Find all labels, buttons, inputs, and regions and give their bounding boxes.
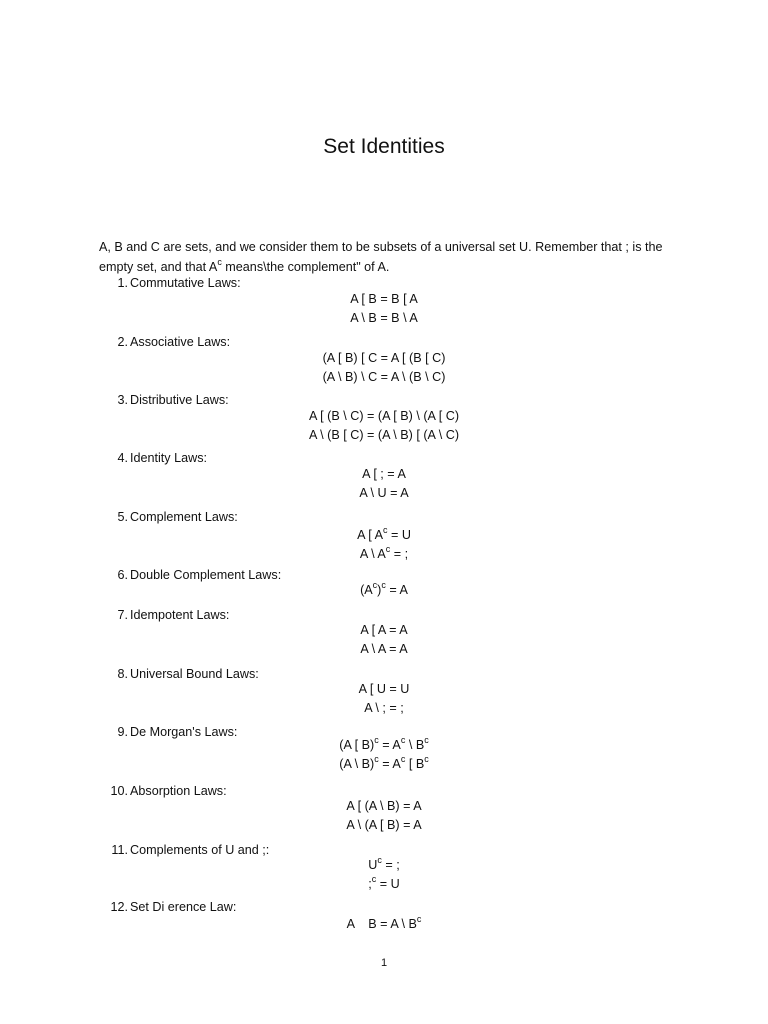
- law-title: Set Di erence Law:: [130, 900, 237, 914]
- equation-superscript: c: [400, 754, 406, 764]
- law-title: Double Complement Laws:: [130, 568, 282, 582]
- law-number: 7.: [117, 608, 128, 622]
- law-equation: [0, 465, 768, 483]
- equation-superscript: c: [382, 525, 388, 535]
- law-title: Absorption Laws:: [130, 784, 227, 798]
- equation-superscript: c: [374, 735, 379, 745]
- equation-text: A \ B = B \ A: [350, 311, 418, 325]
- equation-text: ): [377, 583, 382, 597]
- equation-text: A \ (A [ B) = A: [346, 818, 422, 832]
- law-number: 10.: [110, 784, 128, 798]
- equation-text: A [ A = A: [360, 623, 408, 637]
- equation-text: (A \ B) \ C = A \ (B \ C): [322, 370, 446, 384]
- equation-superscript: c: [372, 580, 378, 590]
- law-equation: [0, 915, 768, 933]
- law-number: 1.: [117, 276, 128, 290]
- intro-paragraph: [99, 237, 669, 277]
- law-equation: [0, 755, 768, 773]
- law-number: 4.: [117, 451, 128, 465]
- equation-superscript: c: [371, 874, 377, 884]
- equation-text: = A: [385, 583, 408, 597]
- law-equation: [0, 581, 768, 599]
- law-equation: [0, 875, 768, 893]
- equation-superscript: c: [377, 855, 382, 865]
- law-title: Distributive Laws:: [130, 393, 229, 407]
- equation-text: A [ B = B [ A: [350, 292, 418, 306]
- law-equation: [0, 797, 768, 815]
- equation-superscript: c: [416, 914, 422, 924]
- law-number: 8.: [117, 667, 128, 681]
- law-equation: [0, 736, 768, 754]
- law-equation: [0, 526, 768, 544]
- law-equation: [0, 621, 768, 639]
- law-equation: [0, 856, 768, 874]
- equation-text: A \ ; = ;: [364, 701, 404, 715]
- equation-text: A \ A: [359, 547, 386, 561]
- law-number: 2.: [117, 335, 128, 349]
- equation-text: A \ (B [ C) = (A \ B) [ (A \ C): [308, 428, 460, 442]
- law-number: 5.: [117, 510, 128, 524]
- law-equation: [0, 309, 768, 327]
- equation-text: \ B: [405, 738, 425, 752]
- intro-text-1: A, B and C are sets, and we consider them to be subsets of a universal set U. Remember that ; is the empty set, and that A: [99, 240, 663, 274]
- law-equation: [0, 680, 768, 698]
- law-equation: [0, 407, 768, 425]
- equation-text: A [ U = U: [358, 682, 410, 696]
- law-title: Identity Laws:: [130, 451, 208, 465]
- law-number: 12.: [110, 900, 128, 914]
- law-equation: [0, 484, 768, 502]
- equation-text: = ;: [390, 547, 409, 561]
- law-equation: [0, 699, 768, 717]
- law-equation: [0, 290, 768, 308]
- equation-superscript: c: [424, 735, 429, 745]
- equation-text: = U: [376, 877, 400, 891]
- equation-text: (A [ B) [ C = A [ (B [ C): [322, 351, 446, 365]
- law-label: [106, 508, 406, 526]
- law-number: 9.: [117, 725, 128, 739]
- equation-superscript: c: [381, 580, 386, 590]
- equation-text: U: [368, 858, 378, 872]
- equation-text: (A [ B): [339, 738, 375, 752]
- law-equation: [0, 816, 768, 834]
- law-number: 3.: [117, 393, 128, 407]
- page-number: 1: [380, 957, 388, 969]
- law-number: 11.: [111, 843, 128, 857]
- equation-text: A \ A = A: [360, 642, 408, 656]
- law-title: De Morgan's Laws:: [130, 725, 238, 739]
- law-title: Idempotent Laws:: [130, 608, 230, 622]
- equation-text: = U: [387, 528, 411, 542]
- intro-superscript: c: [217, 257, 222, 267]
- law-title: Commutative Laws:: [130, 276, 241, 290]
- law-number: 6.: [117, 568, 128, 582]
- equation-text: A [ A: [357, 528, 383, 542]
- page-title: Set Identities: [323, 135, 445, 158]
- equation-text: = A: [378, 757, 401, 771]
- law-title: Complements of U and ;:: [130, 843, 270, 857]
- equation-superscript: c: [424, 754, 429, 764]
- law-equation: [0, 640, 768, 658]
- law-title: Associative Laws:: [130, 335, 231, 349]
- equation-superscript: c: [385, 544, 391, 554]
- law-equation: [0, 349, 768, 367]
- equation-text: = ;: [381, 858, 400, 872]
- equation-text: A [ (B \ C) = (A [ B) \ (A [ C): [308, 409, 460, 423]
- law-equation: [0, 426, 768, 444]
- equation-text: = A: [378, 738, 401, 752]
- law-equation: [0, 545, 768, 563]
- equation-text: A \ U = A: [359, 486, 409, 500]
- equation-text: (A \ B): [339, 757, 375, 771]
- intro-text-2: means\the complement" of A.: [221, 260, 390, 274]
- law-title: Universal Bound Laws:: [130, 667, 259, 681]
- equation-text: (A: [360, 583, 373, 597]
- law-equation: [0, 368, 768, 386]
- equation-superscript: c: [400, 735, 406, 745]
- equation-text: A B = A \ B: [346, 917, 417, 931]
- equation-text: ;: [368, 877, 372, 891]
- equation-superscript: c: [374, 754, 379, 764]
- equation-text: A [ (A \ B) = A: [346, 799, 422, 813]
- law-label: [106, 898, 406, 916]
- law-title: Complement Laws:: [130, 510, 238, 524]
- equation-text: A [ ; = A: [362, 467, 406, 481]
- equation-text: [ B: [405, 757, 425, 771]
